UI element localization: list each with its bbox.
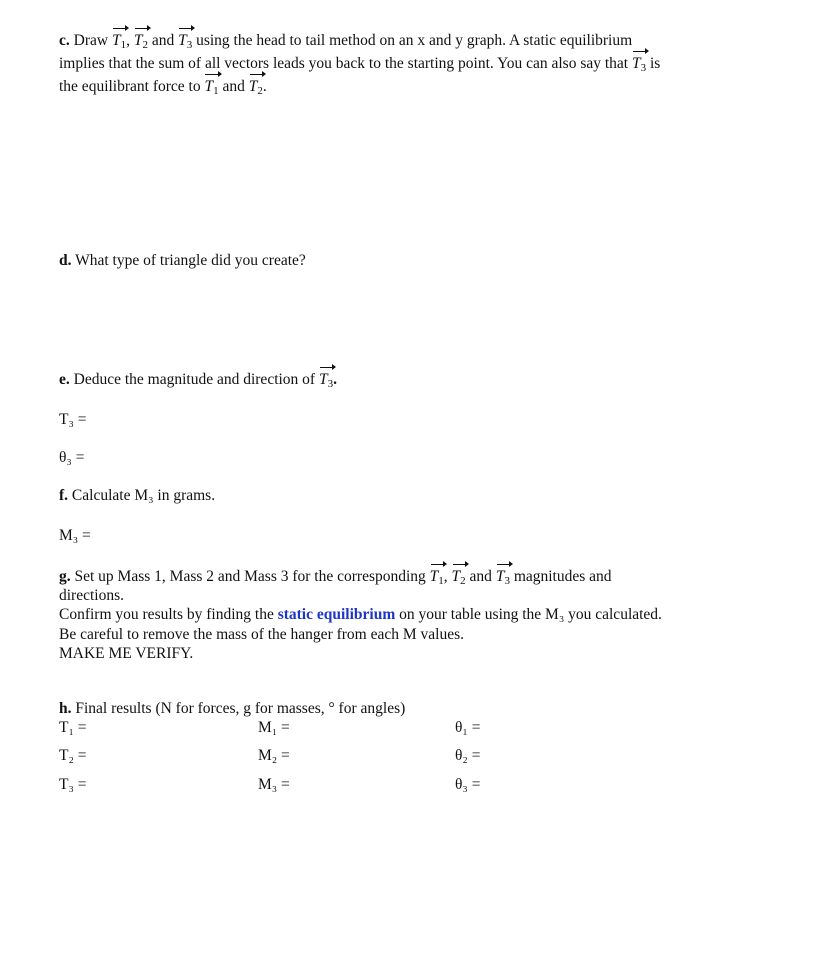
vector-t1: $T_1$ xyxy=(111,32,127,51)
vector-t2: $T_2$ xyxy=(133,32,148,51)
final-m2: M₂ = xyxy=(258,747,290,764)
section-c-text: Draw xyxy=(73,32,109,49)
section-g-line-1: g. Set up Mass 1, Mass 2 and Mass 3 for the corresponding $T_1$, $T_2$ and $T_3$ magnitudes and xyxy=(59,568,612,587)
section-h-question: h. Final results (N for forces, g for masses, ° for angles) xyxy=(59,700,406,717)
static-equilibrium-highlight: static equilibrium xyxy=(277,606,396,623)
section-e-question: e. Deduce the magnitude and direction of $T_3$. xyxy=(59,371,337,390)
section-c-line-1: c. Draw $T_1$, $T_2$ and $T_3$ using the head to tail method on an x and y graph. A static equilibrium xyxy=(59,32,633,51)
section-c-line-3: the equilibrant force to $T_1$ and $T_2$. xyxy=(59,78,267,97)
vector-t1: $T_1$ xyxy=(429,568,444,587)
final-theta3: θ₃ = xyxy=(455,776,481,793)
section-g-label: g. xyxy=(59,568,71,585)
final-t3: T₃ = xyxy=(59,776,87,793)
final-m1: M₁ = xyxy=(258,719,290,736)
section-g-line-2: directions. xyxy=(59,587,124,604)
section-f-label: f. xyxy=(59,487,69,504)
vector-t1: $T_1$ xyxy=(204,78,219,97)
section-c-label: c. xyxy=(59,32,70,49)
section-d-label: d. xyxy=(59,252,72,269)
final-t2: T₂ = xyxy=(59,747,87,764)
final-t1: T₁ = xyxy=(59,719,87,736)
section-f-question: f. Calculate M₃ in grams. xyxy=(59,487,216,504)
vector-t3: $T_3$ xyxy=(318,371,334,390)
section-e-label: e. xyxy=(59,371,70,388)
vector-t3: $T_3$ xyxy=(495,568,510,587)
section-d-question: d. What type of triangle did you create? xyxy=(59,252,306,269)
vector-t3: $T_3$ xyxy=(631,55,647,74)
vector-t2: $T_2$ xyxy=(248,78,263,97)
final-m3: M₃ = xyxy=(258,776,290,793)
answer-t3: T₃ = xyxy=(59,411,87,428)
vector-t3: $T_3$ xyxy=(178,32,193,51)
vector-t2: $T_2$ xyxy=(451,568,466,587)
section-g-line-5: MAKE ME VERIFY. xyxy=(59,645,194,662)
section-c-line-2: implies that the sum of all vectors leads you back to the starting point. You can also say that $T_3$ is xyxy=(59,55,661,74)
final-theta1: θ₁ = xyxy=(455,719,481,736)
section-g-line-3: Confirm you results by finding the static equilibrium on your table using the M₃ you calculated. xyxy=(59,606,662,623)
answer-theta3: θ₃ = xyxy=(59,449,85,466)
final-theta2: θ₂ = xyxy=(455,747,481,764)
section-h-label: h. xyxy=(59,700,72,717)
answer-m3: M₃ = xyxy=(59,527,91,544)
section-g-line-4: Be careful to remove the mass of the hanger from each M values. xyxy=(59,626,464,643)
